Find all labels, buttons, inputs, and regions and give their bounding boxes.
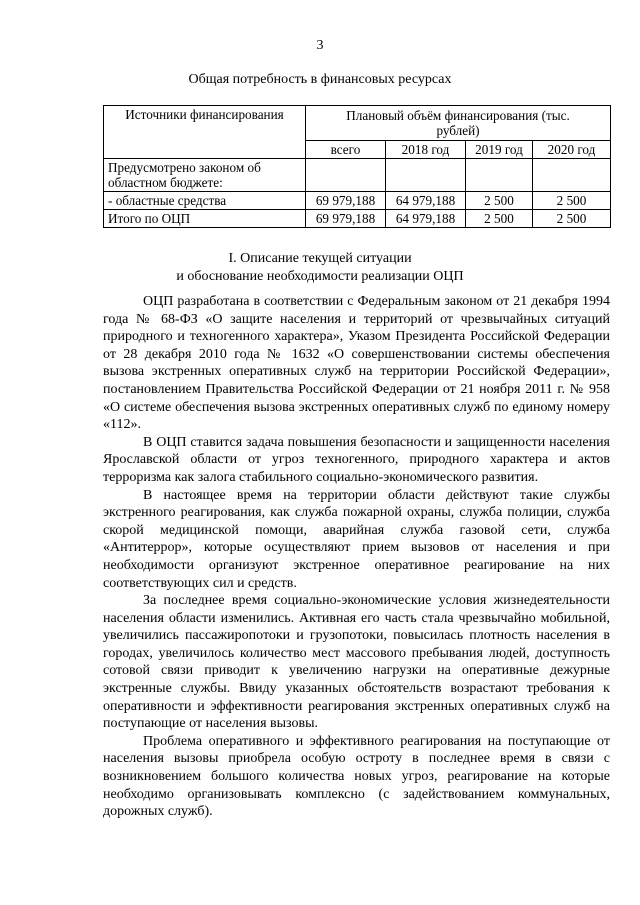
paragraph: Проблема оперативного и эффективного реагирования на поступающие от населения вызовы приобрела особую остроту в последнее время в связи с возникновением большого количества новых угроз, реагирование на которые необходимо организовывать комплексно (с задействованием коммунальных, дорожных служб). (103, 733, 610, 820)
row-label: Предусмотрено законом об областном бюджете: (104, 159, 306, 192)
table-caption: Общая потребность в финансовых ресурсах (188, 72, 452, 87)
row-value: 2 500 (466, 210, 533, 228)
row-value: 2 500 (466, 192, 533, 210)
row-value (306, 159, 386, 192)
row-value: 2 500 (533, 210, 611, 228)
table-row (104, 210, 611, 228)
body-text (103, 293, 610, 821)
paragraph: В настоящее время на территории области действуют такие службы экстренного реагирования, как служба пожарной охраны, служба полиции, служба скорой медицинской помощи, аварийная служба газовой сети, служба «Антитеррор», которые осуществляют прием вызовов от населения и при необходимости организуют экстренное оперативное реагирование на них соответствующих сил и средств. (103, 487, 610, 591)
header-plan: Плановый объём финансирования (тыс. рублей) (306, 106, 611, 141)
subheader-total: всего (306, 141, 386, 159)
header-source: Источники финансирования (104, 106, 306, 159)
paragraph: ОЦП разработана в соответствии с Федеральным законом от 21 декабря 1994 года № 68-ФЗ «О защите населения и территорий от чрезвычайных ситуаций природного и техногенного характера», Указом Президента Российской Федерации от 28 декабря 2010 года № 1632 «О совершенствовании системы обеспечения вызова экстренных оперативных служб на территории Российской Федерации», постановлением Правительства Российской Федерации от 21 ноября 2011 г. № 958 «О системе обеспечения вызова экстренных оперативных служб по единому номеру «112». (103, 294, 610, 433)
page-number: 3 (316, 38, 324, 53)
row-value: 69 979,188 (306, 192, 386, 210)
section-heading (0, 250, 640, 286)
row-value: 64 979,188 (386, 192, 466, 210)
row-value: 64 979,188 (386, 210, 466, 228)
row-value (533, 159, 611, 192)
row-value: 69 979,188 (306, 210, 386, 228)
paragraph: В ОЦП ставится задача повышения безопасности и защищенности населения Ярославской области от угроз техногенного, природного характера и актов терроризма как залога стабильного социально-экономического развития. (103, 434, 610, 485)
section-heading-line: и обоснование необходимости реализации ОЦП (176, 269, 464, 284)
table-row (104, 159, 611, 192)
row-value (466, 159, 533, 192)
row-value (386, 159, 466, 192)
row-label: - областные средства (104, 192, 306, 210)
section-heading-line: I. Описание текущей ситуации (228, 251, 412, 266)
table-header-row (104, 106, 611, 141)
subheader-2018: 2018 год (386, 141, 466, 159)
table-row (104, 192, 611, 210)
financing-table (103, 105, 611, 228)
paragraph: За последнее время социально-экономические условия жизнедеятельности населения области изменились. Активная его часть стала чрезвычайно мобильной, увеличились пассажиропотоки и грузопотоки, повысилась плотность населения в городах, увеличилось количество мест массового пребывания людей, доступность сотовой связи приводит к увеличению нагрузки на оперативные дежурные экстренные службы. Ввиду указанных обстоятельств возрастают требования к оперативности и эффективности реагирования экстренных оперативных служб на поступающие от населения вызовы. (103, 593, 610, 732)
row-label: Итого по ОЦП (104, 210, 306, 228)
subheader-2019: 2019 год (466, 141, 533, 159)
subheader-2020: 2020 год (533, 141, 611, 159)
row-value: 2 500 (533, 192, 611, 210)
